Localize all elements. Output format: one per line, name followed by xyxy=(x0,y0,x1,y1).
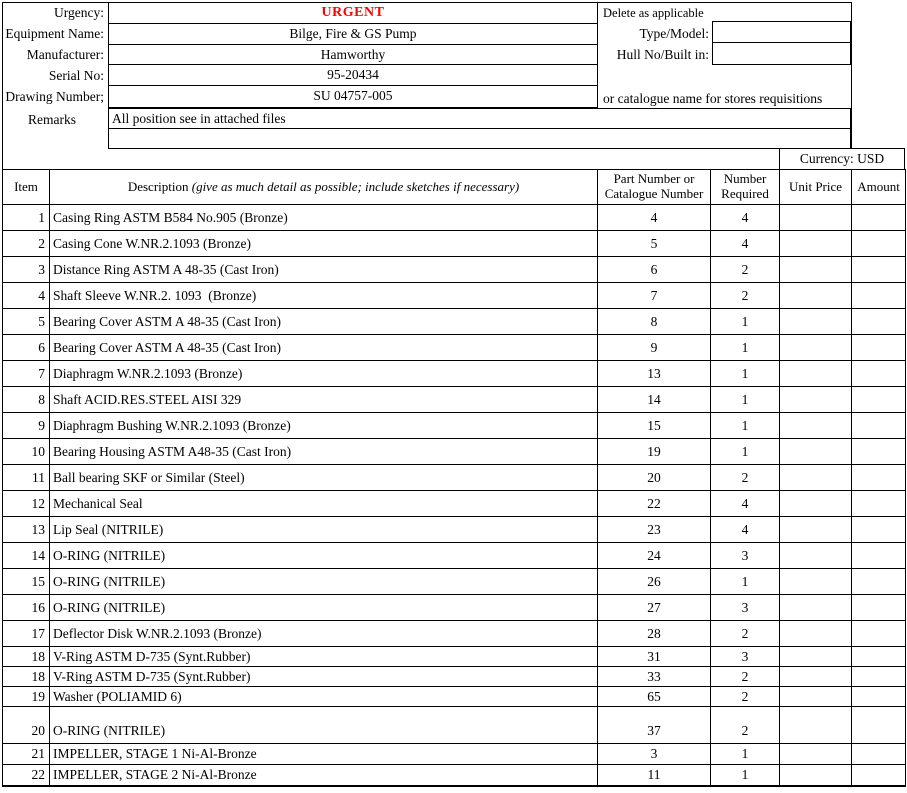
item-cell: 20 xyxy=(3,707,50,744)
amount-cell[interactable] xyxy=(852,595,906,621)
table-row xyxy=(3,361,906,387)
part-number-cell: 4 xyxy=(598,205,711,231)
qty-cell: 4 xyxy=(711,205,780,231)
unit-price-cell[interactable] xyxy=(780,387,852,413)
table-row xyxy=(3,517,906,543)
qty-cell: 3 xyxy=(711,595,780,621)
description-cell: O-RING (NITRILE) xyxy=(50,569,598,595)
parts-table xyxy=(2,169,906,787)
unit-price-cell[interactable] xyxy=(780,283,852,309)
qty-cell: 4 xyxy=(711,517,780,543)
hull-no-value[interactable] xyxy=(713,43,850,64)
qty-cell: 1 xyxy=(711,765,780,786)
part-number-cell: 5 xyxy=(598,231,711,257)
part-number-cell: 26 xyxy=(598,569,711,595)
item-cell: 19 xyxy=(3,687,50,707)
table-row xyxy=(3,707,906,744)
amount-cell[interactable] xyxy=(852,257,906,283)
part-number-cell: 9 xyxy=(598,335,711,361)
unit-price-cell[interactable] xyxy=(780,335,852,361)
table-row xyxy=(3,465,906,491)
unit-price-cell[interactable] xyxy=(780,647,852,667)
part-number-cell: 19 xyxy=(598,439,711,465)
description-cell: V-Ring ASTM D-735 (Synt.Rubber) xyxy=(50,667,598,687)
amount-cell[interactable] xyxy=(852,465,906,491)
unit-price-cell[interactable] xyxy=(780,309,852,335)
serial-no-label: Serial No: xyxy=(48,68,104,83)
qty-cell: 2 xyxy=(711,257,780,283)
item-cell: 14 xyxy=(3,543,50,569)
table-row xyxy=(3,543,906,569)
item-cell: 13 xyxy=(3,517,50,543)
unit-price-cell[interactable] xyxy=(780,569,852,595)
part-number-cell: 37 xyxy=(598,707,711,744)
amount-cell[interactable] xyxy=(852,387,906,413)
description-cell: Shaft Sleeve W.NR.2. 1093 (Bronze) xyxy=(50,283,598,309)
table-row xyxy=(3,491,906,517)
description-cell: IMPELLER, STAGE 2 Ni-Al-Bronze xyxy=(50,765,598,786)
qty-cell: 1 xyxy=(711,361,780,387)
number-required-header-line1: Number xyxy=(723,171,767,187)
table-row xyxy=(3,413,906,439)
amount-cell[interactable] xyxy=(852,744,906,765)
item-cell: 4 xyxy=(3,283,50,309)
amount-cell[interactable] xyxy=(852,647,906,667)
unit-price-cell[interactable] xyxy=(780,491,852,517)
description-cell: V-Ring ASTM D-735 (Synt.Rubber) xyxy=(50,647,598,667)
part-number-header-line2: Catalogue Number xyxy=(604,186,704,201)
item-cell: 6 xyxy=(3,335,50,361)
item-cell: 18 xyxy=(3,647,50,667)
drawing-number-value[interactable]: SU 04757-005 xyxy=(313,88,393,104)
table-row xyxy=(3,257,906,283)
qty-cell: 3 xyxy=(711,543,780,569)
description-cell: Distance Ring ASTM A 48-35 (Cast Iron) xyxy=(50,257,598,283)
description-header xyxy=(50,170,598,205)
description-cell: IMPELLER, STAGE 1 Ni-Al-Bronze xyxy=(50,744,598,765)
unit-price-cell[interactable] xyxy=(780,465,852,491)
amount-cell[interactable] xyxy=(852,231,906,257)
part-number-cell: 28 xyxy=(598,621,711,647)
table-body xyxy=(3,205,906,786)
item-cell: 1 xyxy=(3,205,50,231)
description-cell: Bearing Cover ASTM A 48-35 (Cast Iron) xyxy=(50,335,598,361)
item-cell: 21 xyxy=(3,744,50,765)
unit-price-cell[interactable] xyxy=(780,517,852,543)
equipment-name-value[interactable]: Bilge, Fire & GS Pump xyxy=(109,24,597,45)
item-header: Item xyxy=(3,170,50,205)
qty-cell: 4 xyxy=(711,491,780,517)
manufacturer-value[interactable]: Hamworthy xyxy=(109,45,597,66)
table-row xyxy=(3,205,906,231)
part-number-cell: 65 xyxy=(598,687,711,707)
item-cell: 17 xyxy=(3,621,50,647)
item-cell: 22 xyxy=(3,765,50,786)
amount-cell[interactable] xyxy=(852,439,906,465)
part-number-cell: 31 xyxy=(598,647,711,667)
amount-cell[interactable] xyxy=(852,707,906,744)
amount-cell[interactable] xyxy=(852,335,906,361)
amount-cell[interactable] xyxy=(852,569,906,595)
description-cell: Washer (POLIAMID 6) xyxy=(50,687,598,707)
part-number-header xyxy=(598,170,711,205)
hull-no-label: Hull No/Built in: xyxy=(616,47,709,62)
item-cell: 7 xyxy=(3,361,50,387)
form-value-boxes xyxy=(108,2,598,108)
qty-cell: 1 xyxy=(711,569,780,595)
right-section-divider-line xyxy=(851,2,852,148)
description-cell: Mechanical Seal xyxy=(50,491,598,517)
unit-price-cell[interactable] xyxy=(780,621,852,647)
table-row xyxy=(3,744,906,765)
catalogue-name-note: or catalogue name for stores requisitions xyxy=(603,91,823,106)
amount-cell[interactable] xyxy=(852,205,906,231)
amount-cell[interactable] xyxy=(852,543,906,569)
part-number-cell: 23 xyxy=(598,517,711,543)
part-number-cell: 7 xyxy=(598,283,711,309)
unit-price-cell[interactable] xyxy=(780,765,852,786)
description-cell: O-RING (NITRILE) xyxy=(50,543,598,569)
unit-price-cell[interactable] xyxy=(780,439,852,465)
item-cell: 9 xyxy=(3,413,50,439)
remarks-value[interactable]: All position see in attached files xyxy=(109,109,850,129)
type-model-label: Type/Model: xyxy=(639,26,709,41)
qty-cell: 1 xyxy=(711,744,780,765)
qty-cell: 2 xyxy=(711,283,780,309)
qty-cell: 4 xyxy=(711,231,780,257)
unit-price-cell[interactable] xyxy=(780,543,852,569)
part-number-header-line1: Part Number or xyxy=(613,171,695,187)
table-row xyxy=(3,687,906,707)
amount-cell[interactable] xyxy=(852,765,906,786)
qty-cell: 2 xyxy=(711,707,780,744)
unit-price-cell[interactable] xyxy=(780,744,852,765)
qty-cell: 2 xyxy=(711,687,780,707)
amount-cell[interactable] xyxy=(852,491,906,517)
table-row xyxy=(3,387,906,413)
table-row xyxy=(3,309,906,335)
description-cell: O-RING (NITRILE) xyxy=(50,595,598,621)
part-number-cell: 13 xyxy=(598,361,711,387)
table-row xyxy=(3,439,906,465)
item-cell: 8 xyxy=(3,387,50,413)
part-number-cell: 6 xyxy=(598,257,711,283)
description-cell: Casing Cone W.NR.2.1093 (Bronze) xyxy=(50,231,598,257)
description-cell: Deflector Disk W.NR.2.1093 (Bronze) xyxy=(50,621,598,647)
qty-cell: 1 xyxy=(711,413,780,439)
unit-price-cell[interactable] xyxy=(780,595,852,621)
description-header-main: Description xyxy=(127,178,192,194)
item-cell: 2 xyxy=(3,231,50,257)
description-cell: Diaphragm W.NR.2.1093 (Bronze) xyxy=(50,361,598,387)
remarks-value-row2[interactable] xyxy=(109,129,850,149)
item-cell: 15 xyxy=(3,569,50,595)
item-cell: 18 xyxy=(3,667,50,687)
qty-cell: 1 xyxy=(711,309,780,335)
table-row xyxy=(3,647,906,667)
part-number-cell: 15 xyxy=(598,413,711,439)
urgency-value[interactable]: URGENT xyxy=(109,3,597,24)
qty-cell: 1 xyxy=(711,439,780,465)
item-cell: 10 xyxy=(3,439,50,465)
description-header-note: (give as much detail as possible; include sketches if necessary) xyxy=(191,178,520,194)
unit-price-cell[interactable] xyxy=(780,257,852,283)
part-number-cell: 22 xyxy=(598,491,711,517)
amount-cell[interactable] xyxy=(852,413,906,439)
item-cell: 16 xyxy=(3,595,50,621)
currency-cell: Currency: USD xyxy=(779,148,905,169)
table-row xyxy=(3,765,906,786)
remarks-label: Remarks xyxy=(28,112,76,127)
description-cell: Ball bearing SKF or Similar (Steel) xyxy=(50,465,598,491)
delete-as-applicable-note: Delete as applicable xyxy=(603,6,704,20)
description-cell: Casing Ring ASTM B584 No.905 (Bronze) xyxy=(50,205,598,231)
item-cell: 12 xyxy=(3,491,50,517)
unit-price-cell[interactable] xyxy=(780,413,852,439)
qty-cell: 3 xyxy=(711,647,780,667)
part-number-cell: 27 xyxy=(598,595,711,621)
description-cell: O-RING (NITRILE) xyxy=(50,707,598,744)
number-required-header-line2: Required xyxy=(721,186,769,201)
part-number-cell: 8 xyxy=(598,309,711,335)
qty-cell: 2 xyxy=(711,667,780,687)
table-row xyxy=(3,335,906,361)
qty-cell: 1 xyxy=(711,335,780,361)
description-cell: Lip Seal (NITRILE) xyxy=(50,517,598,543)
qty-cell: 2 xyxy=(711,621,780,647)
part-number-cell: 11 xyxy=(598,765,711,786)
unit-price-cell[interactable] xyxy=(780,205,852,231)
unit-price-cell[interactable] xyxy=(780,667,852,687)
serial-no-value[interactable]: 95-20434 xyxy=(109,65,597,86)
part-number-cell: 3 xyxy=(598,744,711,765)
table-row xyxy=(3,667,906,687)
unit-price-cell[interactable] xyxy=(780,707,852,744)
description-cell: Bearing Cover ASTM A 48-35 (Cast Iron) xyxy=(50,309,598,335)
part-number-cell: 20 xyxy=(598,465,711,491)
table-row xyxy=(3,283,906,309)
table-row xyxy=(3,621,906,647)
item-cell: 3 xyxy=(3,257,50,283)
table-row xyxy=(3,569,906,595)
table-row xyxy=(3,595,906,621)
unit-price-cell[interactable] xyxy=(780,231,852,257)
table-header-row xyxy=(3,170,906,205)
amount-cell[interactable] xyxy=(852,621,906,647)
description-cell: Bearing Housing ASTM A48-35 (Cast Iron) xyxy=(50,439,598,465)
amount-cell[interactable] xyxy=(852,361,906,387)
qty-cell: 2 xyxy=(711,465,780,491)
drawing-number-label: Drawing Number; xyxy=(5,89,104,104)
unit-price-cell[interactable] xyxy=(780,361,852,387)
amount-cell[interactable] xyxy=(852,309,906,335)
amount-cell[interactable] xyxy=(852,667,906,687)
manufacturer-label: Manufacturer: xyxy=(26,47,104,62)
amount-header: Amount xyxy=(852,170,906,205)
type-model-value[interactable] xyxy=(713,22,850,43)
description-cell: Shaft ACID.RES.STEEL AISI 329 xyxy=(50,387,598,413)
qty-cell: 1 xyxy=(711,387,780,413)
urgency-label: Urgency: xyxy=(54,5,104,20)
part-number-cell: 33 xyxy=(598,667,711,687)
item-cell: 5 xyxy=(3,309,50,335)
amount-cell[interactable] xyxy=(852,283,906,309)
unit-price-header: Unit Price xyxy=(780,170,852,205)
amount-cell[interactable] xyxy=(852,687,906,707)
unit-price-cell[interactable] xyxy=(780,687,852,707)
equipment-name-label: Equipment Name: xyxy=(5,26,104,41)
part-number-cell: 24 xyxy=(598,543,711,569)
description-cell: Diaphragm Bushing W.NR.2.1093 (Bronze) xyxy=(50,413,598,439)
item-cell: 11 xyxy=(3,465,50,491)
type-model-hull-boxes xyxy=(712,21,851,65)
table-row xyxy=(3,231,906,257)
amount-cell[interactable] xyxy=(852,517,906,543)
remarks-box xyxy=(108,108,851,149)
part-number-cell: 14 xyxy=(598,387,711,413)
number-required-header xyxy=(711,170,780,205)
